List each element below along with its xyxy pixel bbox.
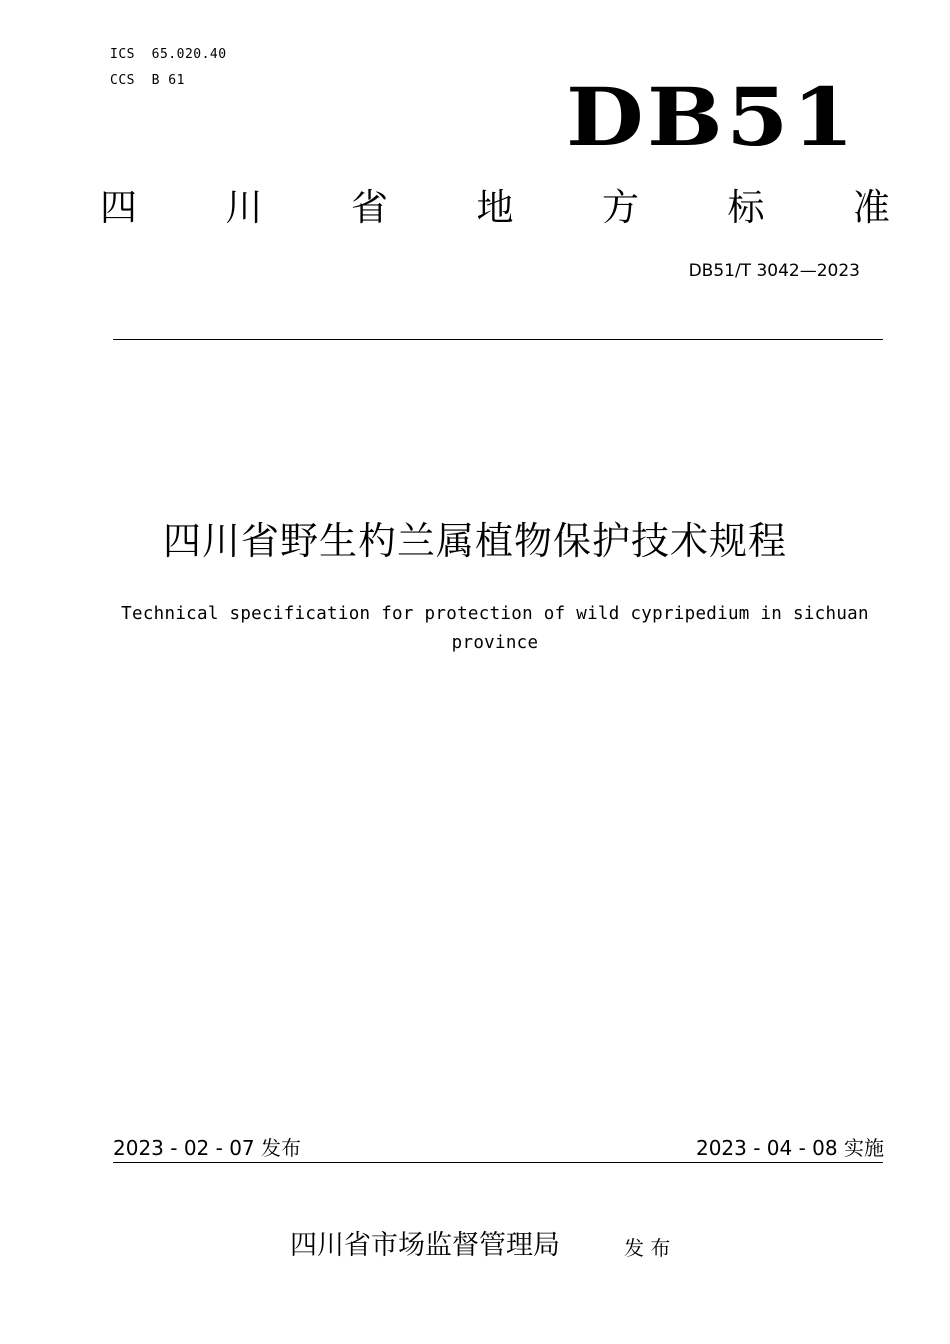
top-divider xyxy=(113,339,883,340)
chinese-title: 四川省野生杓兰属植物保护技术规程 xyxy=(162,519,787,563)
publish-label: 发 布 xyxy=(624,1236,671,1260)
standard-type-char: 省 xyxy=(351,186,388,229)
standard-type-char: 地 xyxy=(476,186,514,229)
standard-type-char: 方 xyxy=(602,186,639,229)
ccs-code: CCS B 61 xyxy=(110,73,185,88)
db51-logo: DB51 xyxy=(566,70,858,164)
publisher-name: 四川省市场监督管理局 xyxy=(290,1230,560,1261)
standard-type-title xyxy=(100,183,890,233)
bottom-divider xyxy=(113,1162,883,1163)
issue-date: 2023 - 02 - 07 发布 xyxy=(113,1136,302,1160)
english-title: Technical specification for protection of wild cypripedium in sichuan province xyxy=(121,604,869,653)
standard-type-char: 川 xyxy=(225,186,263,229)
standard-type-char: 标 xyxy=(727,186,765,229)
standard-code: DB51/T 3042—2023 xyxy=(688,261,860,281)
ics-code: ICS 65.020.40 xyxy=(110,47,227,62)
standard-type-char: 四 xyxy=(100,186,137,229)
standard-type-char: 准 xyxy=(853,186,890,229)
implementation-date: 2023 - 04 - 08 实施 xyxy=(695,1136,884,1160)
